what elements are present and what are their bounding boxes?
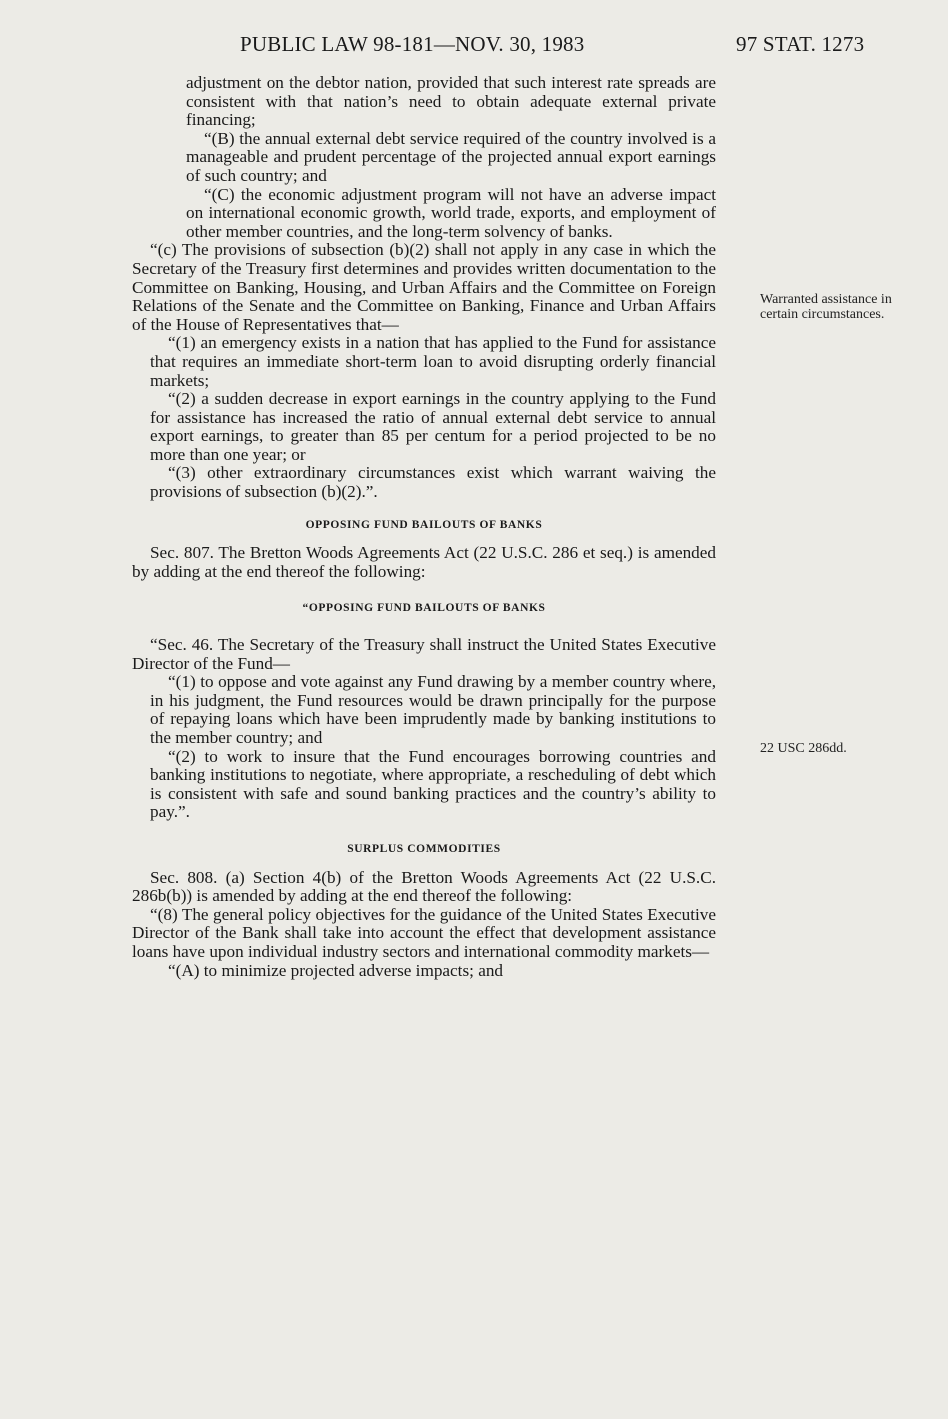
paragraph: “(C) the economic adjustment program will not have an adverse impact on international economic growth, world trade, exports, and employment of other member countries, and the long-term solvency of banks. (186, 184, 716, 241)
paragraph: “(1) an emergency exists in a nation that has applied to the Fund for assistance that requires an immediate short-term loan to avoid disrupting orderly financial markets; (150, 333, 716, 390)
page-number: 97 STAT. 1273 (736, 32, 865, 56)
paragraph: “Sec. 46. The Secretary of the Treasury shall instruct the United States Executive Director of the Fund— (132, 635, 716, 673)
margin-note: Warranted assistance in certain circumstances. (760, 292, 892, 322)
running-header-title: PUBLIC LAW 98-181—NOV. 30, 1983 (240, 32, 585, 56)
paragraph: “(A) to minimize projected adverse impacts; and (168, 960, 504, 980)
paragraph: “(2) to work to insure that the Fund encourages borrowing countries and banking institutions to negotiate, where appropriate, a rescheduling of debt which is consistent with safe and sound banking practices and the country’s ability to pay.”. (150, 746, 716, 822)
section-caption: “OPPOSING FUND BAILOUTS OF BANKS (302, 602, 546, 615)
section-caption: OPPOSING FUND BAILOUTS OF BANKS (305, 518, 543, 531)
paragraph: adjustment on the debtor nation, provided that such interest rate spreads are consistent with that nation’s need to obtain adequate external private financing; (186, 73, 716, 130)
paragraph: “(1) to oppose and vote against any Fund drawing by a member country where, in his judgment, the Fund resources would be drawn principally for the purpose of repaying loans which have been imprudently made by banking institutions to the member country; and (150, 672, 716, 747)
paragraph: “(2) a sudden decrease in export earnings in the country applying to the Fund for assistance has increased the ratio of annual external debt service to annual export earnings, to greater than 85 per centum for a period projected to be no more than one year; or (150, 389, 716, 464)
section-caption: SURPLUS COMMODITIES (347, 842, 501, 855)
paragraph: “(B) the annual external debt service required of the country involved is a manageable and prudent percentage of the projected annual export earnings of such country; and (186, 128, 716, 185)
paragraph: “(3) other extraordinary circumstances exist which warrant waiving the provisions of subsection (b)(2).”. (150, 463, 716, 502)
paragraph: Sec. 807. The Bretton Woods Agreements Act (22 U.S.C. 286 et seq.) is amended by adding at the end thereof the following: (132, 543, 716, 581)
paragraph: Sec. 808. (a) Section 4(b) of the Bretton Woods Agreements Act (22 U.S.C. 286b(b)) is amended by adding at the end thereof the following: (132, 867, 716, 906)
margin-note: 22 USC 286dd. (760, 741, 847, 756)
body-text (132, 74, 716, 980)
paragraph: “(c) The provisions of subsection (b)(2) shall not apply in any case in which the Secretary of the Treasury first determines and provides written documentation to the Committee on Banking, Housing, and Urban Affairs and the Committee on Foreign Relations of the Senate and the Committee on Banking, Finance and Urban Affairs of the House of Representatives that— (132, 240, 716, 334)
paragraph: “(8) The general policy objectives for the guidance of the United States Executive Director of the Bank shall take into account the effect that development assistance loans have upon individual industry sectors and international commodity markets— (132, 904, 716, 961)
